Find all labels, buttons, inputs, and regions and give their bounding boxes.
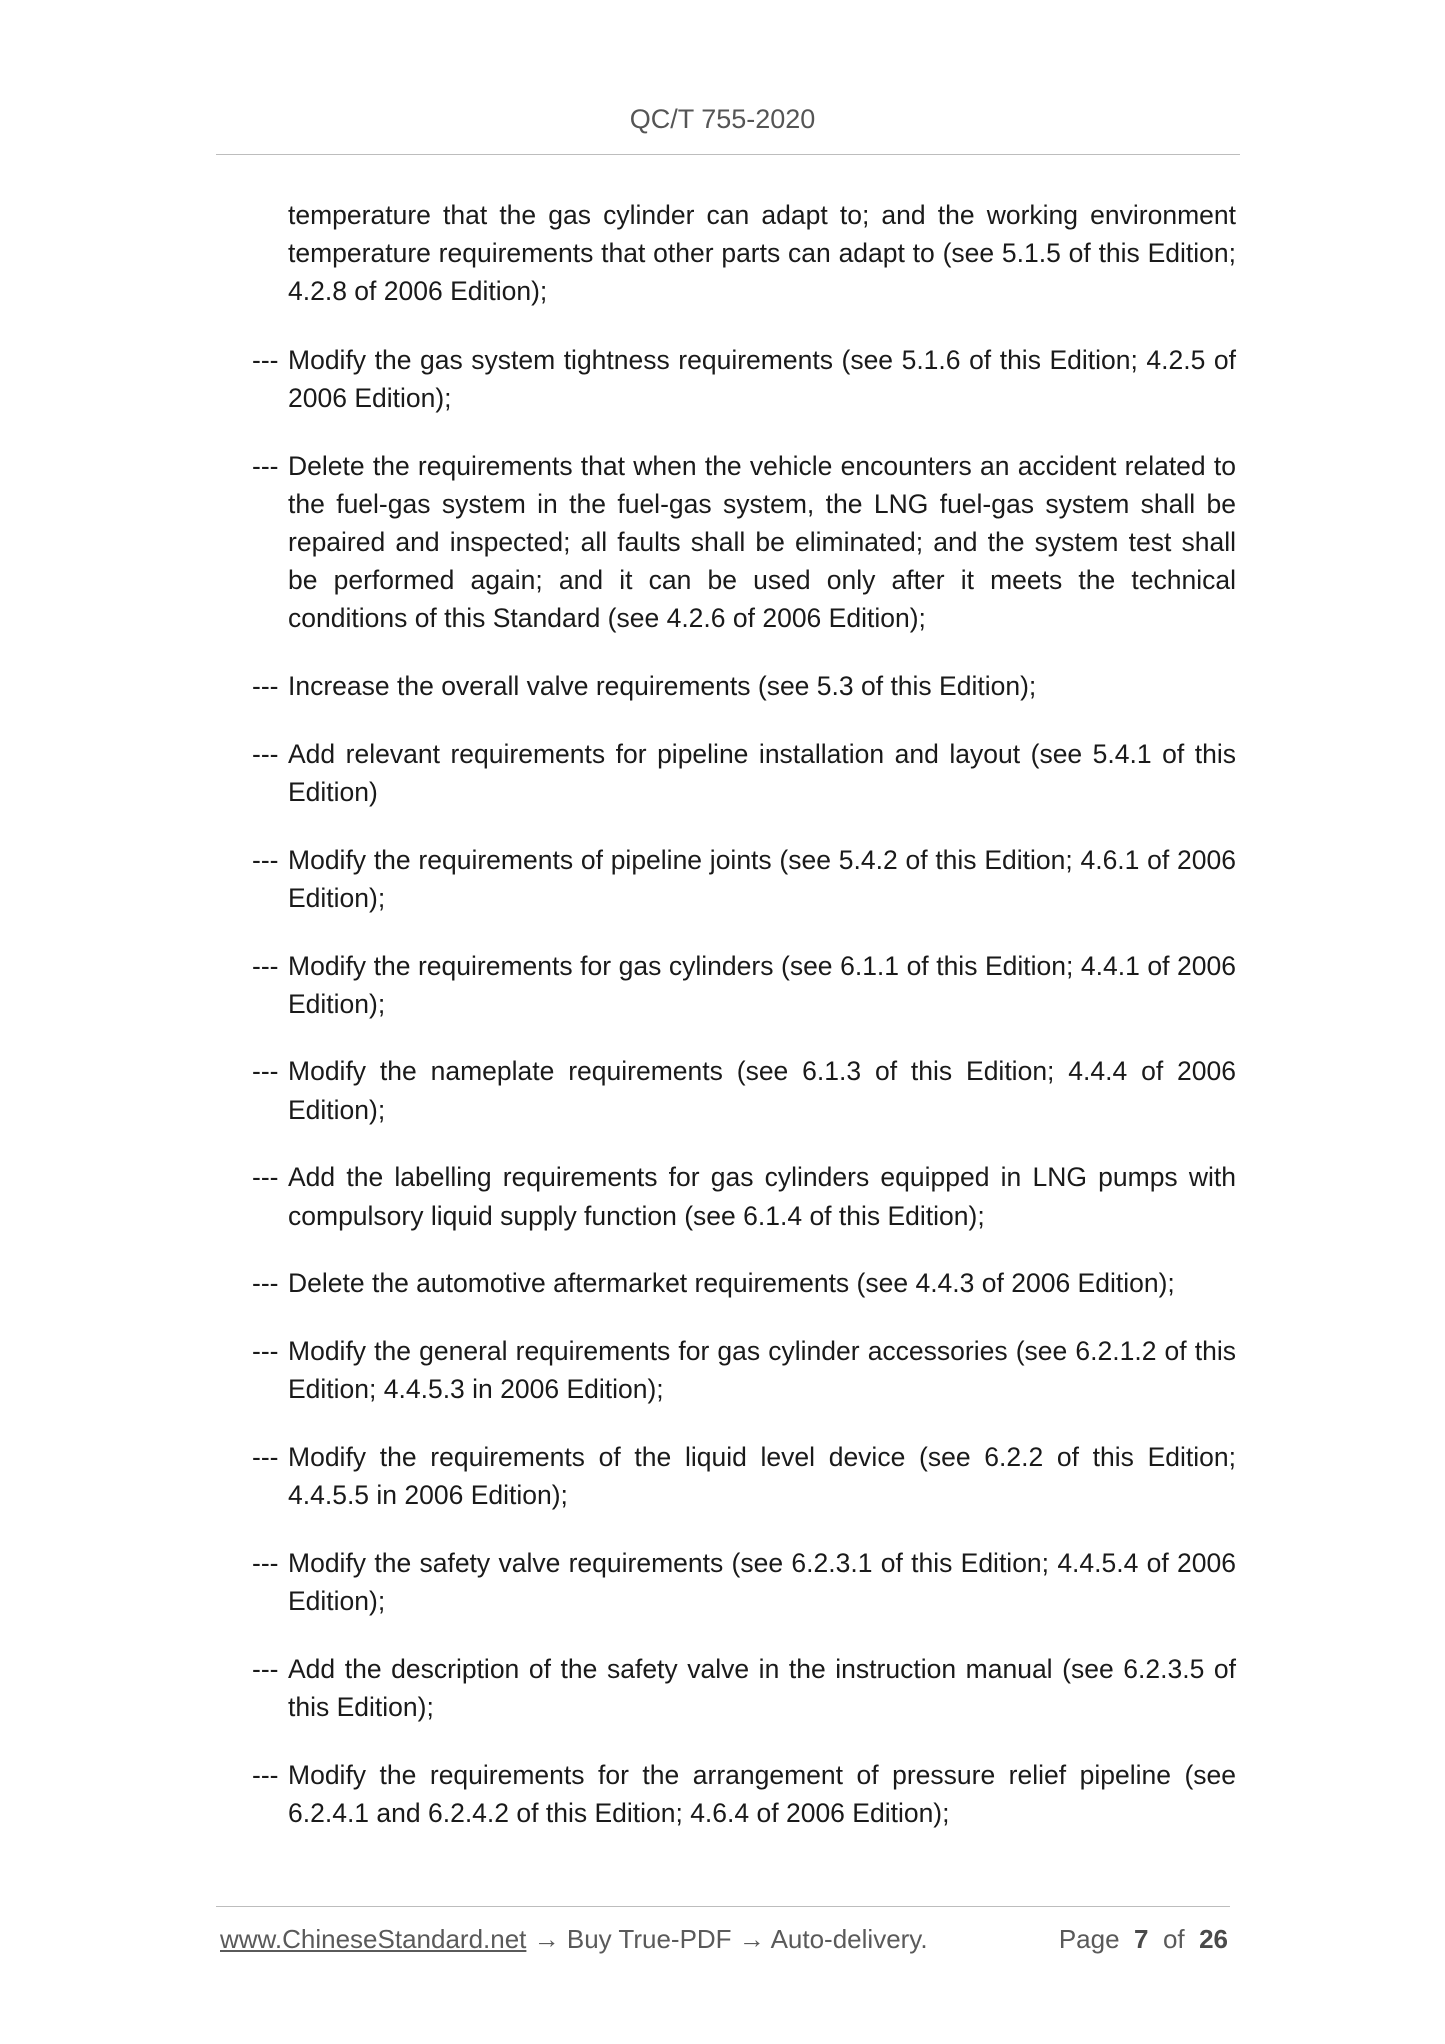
list-marker: --- [252, 844, 279, 875]
list-item-text: Add the labelling requirements for gas cylinders equipped in LNG pumps with compulsory liquid supply function (see 6.1.4 of this Edition); [288, 1162, 1236, 1231]
page-footer [220, 1924, 1230, 1960]
list-marker: --- [252, 1759, 279, 1790]
list-marker: --- [252, 1653, 279, 1684]
list-item-text: Modify the general requirements for gas cylinder accessories (see 6.2.1.2 of this Edition; 4.4.5.3 in 2006 Edition); [288, 1335, 1236, 1405]
list-item [252, 1438, 1236, 1514]
document-body [252, 196, 1236, 1862]
footer-promo-text: → Buy True-PDF → Auto-delivery. [526, 1924, 928, 1954]
list-item-text: Add the description of the safety valve in the instruction manual (see 6.2.3.5 of this Edition); [288, 1653, 1236, 1722]
footer-divider [216, 1906, 1230, 1907]
list-item [252, 1332, 1236, 1408]
page-number [1059, 1924, 1228, 1955]
list-marker: --- [252, 450, 279, 481]
list-item-text: Modify the nameplate requirements (see 6.1.3 of this Edition; 4.4.4 of 2006 Edition); [288, 1056, 1236, 1125]
list-item-text: Delete the requirements that when the vehicle encounters an accident related to the fuel-gas system in the fuel-gas system, the LNG fuel-gas system shall be repaired and inspected; all faults shall be eliminated; and the system test shall be performed again; and it can be used only after it meets the technical conditions of this Standard (see 4.2.6 of 2006 Edition); [288, 450, 1236, 634]
header-divider [216, 154, 1240, 155]
list-item [252, 947, 1236, 1023]
list-marker: --- [252, 671, 279, 702]
document-header-title: QC/T 755-2020 [629, 104, 816, 134]
list-item [252, 1052, 1236, 1128]
list-marker: --- [252, 950, 279, 981]
page-current: 7 [1134, 1924, 1149, 1954]
continued-paragraph: temperature that the gas cylinder can adapt to; and the working environment temperature requirements that other parts can adapt to (see 5.1.5 of this Edition; 4.2.8 of 2006 Edition); [288, 200, 1236, 307]
list-item-text: Increase the overall valve requirements (see 5.3 of this Edition); [288, 671, 1037, 702]
footer-promo [220, 1924, 928, 1955]
list-item [252, 1544, 1236, 1620]
list-item [252, 341, 1236, 417]
list-item [252, 1650, 1236, 1726]
list-item-text: Modify the safety valve requirements (see 6.2.3.1 of this Edition; 4.4.5.4 of 2006 Edition); [288, 1547, 1236, 1616]
list-marker: --- [252, 1547, 279, 1578]
list-item [252, 1264, 1236, 1302]
list-item [252, 841, 1236, 917]
list-marker: --- [252, 1268, 279, 1299]
list-item [252, 667, 1236, 705]
website-link[interactable]: www.ChineseStandard.net [220, 1924, 527, 1954]
list-marker: --- [252, 1162, 279, 1193]
list-item [252, 735, 1236, 811]
list-marker: --- [252, 738, 279, 769]
page-word: Page [1058, 1924, 1120, 1954]
list-item-text: Delete the automotive aftermarket requirements (see 4.4.3 of 2006 Edition); [288, 1268, 1175, 1299]
list-item-text: Modify the gas system tightness requirements (see 5.1.6 of this Edition; 4.2.5 of 2006 Edition); [288, 344, 1236, 413]
page-of-word: of [1162, 1924, 1185, 1954]
list-marker: --- [252, 344, 279, 375]
list-item-text: Modify the requirements of pipeline joints (see 5.4.2 of this Edition; 4.6.1 of 2006 Edition); [288, 844, 1236, 913]
list-item-text: Modify the requirements of the liquid level device (see 6.2.2 of this Edition; 4.4.5.5 in 2006 Edition); [288, 1441, 1236, 1511]
list-item [252, 447, 1236, 638]
list-marker: --- [252, 1335, 279, 1366]
list-item-text: Modify the requirements for the arrangement of pressure relief pipeline (see 6.2.4.1 and 6.2.4.2 of this Edition; 4.6.4 of 2006 Edition); [288, 1759, 1236, 1828]
list-marker: --- [252, 1441, 279, 1472]
list-item [252, 1158, 1236, 1234]
page-total: 26 [1199, 1924, 1228, 1954]
list-item [252, 1756, 1236, 1832]
list-marker: --- [252, 1056, 279, 1087]
list-item-text: Add relevant requirements for pipeline installation and layout (see 5.4.1 of this Edition) [288, 738, 1236, 807]
list-item-text: Modify the requirements for gas cylinders (see 6.1.1 of this Edition; 4.4.1 of 2006 Edition); [288, 950, 1236, 1019]
